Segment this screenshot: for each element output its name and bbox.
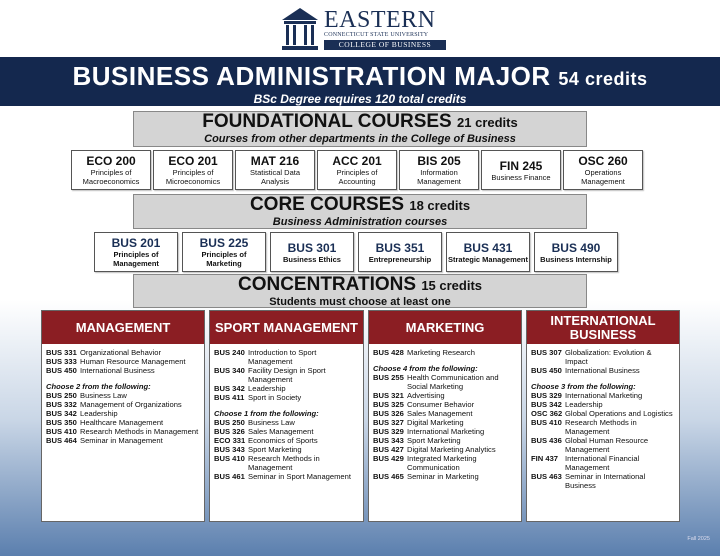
course-code: ECO 200 — [86, 154, 136, 168]
course-name: Sales Management — [248, 427, 314, 436]
course-code: BUS 465 — [373, 472, 404, 481]
concentration-column — [368, 310, 522, 522]
degree-requirement: BSc Degree requires 120 total credits — [253, 92, 467, 106]
elective-course — [214, 436, 360, 445]
course-name: Digital Marketing Analytics — [407, 445, 496, 454]
page-title — [0, 57, 720, 96]
course-name: Organizational Behavior — [80, 348, 162, 357]
course-name: Business Law — [248, 418, 295, 427]
course-code: BUS 351 — [375, 240, 425, 255]
required-course — [46, 366, 201, 375]
core-course-box — [94, 232, 178, 272]
course-code: ECO 201 — [168, 154, 218, 168]
course-name: Research Methods in Management — [80, 427, 199, 436]
elective-course — [373, 391, 518, 400]
choose-instruction: Choose 1 from the following: — [214, 409, 319, 418]
foundational-header — [133, 111, 587, 147]
course-code: ECO 331 — [214, 436, 246, 445]
elective-course — [531, 454, 676, 472]
concentration-column — [526, 310, 680, 522]
course-name: Principles of Microeconomics — [165, 168, 221, 186]
course-code: BUS 342 — [214, 384, 245, 393]
course-code: BUS 326 — [373, 409, 404, 418]
elective-course — [46, 418, 201, 427]
course-name: Statistical Data Analysis — [249, 168, 301, 186]
course-name: Information Management — [417, 168, 461, 186]
logo-name: EASTERN — [324, 7, 436, 33]
course-name: Seminar in Sport Management — [248, 472, 351, 481]
course-name: Seminar in Marketing — [407, 472, 479, 481]
elective-course — [214, 445, 360, 454]
foundational-subtitle: Courses from other departments in the College of Business — [204, 133, 516, 145]
course-name: Introduction to Sport Management — [248, 348, 317, 366]
required-course — [214, 348, 360, 366]
course-code: BUS 463 — [531, 472, 562, 481]
elective-course — [373, 400, 518, 409]
foundational-title-text: FOUNDATIONAL COURSES — [202, 111, 452, 132]
course-code: BUS 240 — [214, 348, 245, 357]
course-name: Operations Management — [581, 168, 625, 186]
choose-instruction: Choose 3 from the following: — [531, 382, 636, 391]
course-code: BUS 326 — [214, 427, 245, 436]
elective-course — [531, 472, 676, 490]
concentrations-title-text: CONCENTRATIONS — [237, 274, 417, 295]
core-courses — [94, 232, 618, 272]
foundational-course-box — [563, 150, 643, 190]
course-code: BUS 325 — [373, 400, 404, 409]
elective-course — [214, 472, 360, 481]
course-code: BUS 301 — [287, 240, 337, 255]
course-name: Sport Marketing — [248, 445, 302, 454]
course-name: Research Methods in Management — [565, 418, 637, 436]
course-name: Sport Marketing — [407, 436, 461, 445]
course-code: BUS 410 — [46, 427, 77, 436]
course-code: BUS 329 — [531, 391, 562, 400]
core-course-box — [182, 232, 266, 272]
course-name: Consumer Behavior — [407, 400, 475, 409]
foundational-course-box — [153, 150, 233, 190]
course-code: MAT 216 — [250, 154, 300, 168]
course-code: BUS 343 — [214, 445, 245, 454]
concentration-course-list — [42, 344, 204, 445]
course-name: Business Internship — [540, 254, 612, 264]
foundational-course-box — [317, 150, 397, 190]
course-name: Seminar in International Business — [565, 472, 646, 490]
course-name: Leadership — [248, 384, 286, 393]
concentration-column — [209, 310, 364, 522]
course-code: BUS 329 — [373, 427, 404, 436]
course-name: Facility Design in Sport Management — [248, 366, 326, 384]
course-name: International Marketing — [407, 427, 485, 436]
course-name: Global Human Resource Management — [565, 436, 649, 454]
course-code: BUS 431 — [463, 240, 513, 255]
course-code: BUS 411 — [214, 393, 245, 402]
elective-course — [531, 391, 676, 400]
course-name: Principles of Marketing — [201, 250, 247, 268]
course-name: Integrated Marketing Communication — [407, 454, 477, 472]
course-code: BUS 342 — [531, 400, 562, 409]
course-code: BIS 205 — [417, 154, 461, 168]
core-title — [134, 195, 586, 216]
foundational-title — [134, 112, 586, 133]
course-code: BUS 436 — [531, 436, 562, 445]
foundational-course-box — [71, 150, 151, 190]
logo-college: COLLEGE OF BUSINESS — [324, 40, 446, 50]
course-code: BUS 333 — [46, 357, 77, 366]
course-name: Strategic Management — [447, 254, 529, 264]
elective-course — [373, 436, 518, 445]
course-code: FIN 245 — [499, 158, 543, 173]
course-code: BUS 464 — [46, 436, 77, 445]
page-banner — [0, 57, 720, 106]
course-name: Leadership — [80, 409, 118, 418]
core-header — [133, 194, 587, 229]
elective-course — [214, 427, 360, 436]
course-code: BUS 410 — [214, 454, 245, 463]
course-name: International Business — [565, 366, 640, 375]
course-code: BUS 429 — [373, 454, 404, 463]
required-course — [46, 348, 201, 357]
core-course-box — [358, 232, 442, 272]
course-code: OSC 260 — [578, 154, 628, 168]
concentration-column — [41, 310, 205, 522]
course-code: BUS 321 — [373, 391, 404, 400]
elective-course — [531, 400, 676, 409]
course-name: Seminar in Management — [80, 436, 163, 445]
course-name: Business Finance — [491, 172, 551, 182]
course-name: International Financial Management — [565, 454, 640, 472]
footer-note: Fall 2025 — [687, 536, 710, 542]
course-code: BUS 250 — [46, 391, 77, 400]
course-name: Research Methods in Management — [248, 454, 320, 472]
course-name: Advertising — [407, 391, 445, 400]
course-name: Management of Organizations — [80, 400, 182, 409]
course-name: Business Ethics — [283, 254, 341, 264]
elective-course — [373, 472, 518, 481]
foundational-credits: 21 credits — [457, 115, 518, 130]
elective-course — [373, 427, 518, 436]
required-course — [531, 348, 676, 366]
logo-university: CONNECTICUT STATE UNIVERSITY — [324, 32, 429, 38]
course-code: BUS 255 — [373, 373, 404, 382]
required-course — [373, 348, 518, 357]
foundational-course-box — [235, 150, 315, 190]
course-name: Human Resource Management — [80, 357, 186, 366]
elective-course — [373, 418, 518, 427]
concentrations-credits: 15 credits — [421, 278, 483, 293]
course-name: Globalization: Evolution & Impact — [565, 348, 652, 366]
foundational-course-box — [399, 150, 479, 190]
course-code: BUS 307 — [531, 348, 562, 357]
course-code: BUS 410 — [531, 418, 562, 427]
course-code: BUS 201 — [111, 236, 161, 250]
elective-course — [46, 400, 201, 409]
course-name: Leadership — [565, 400, 603, 409]
elective-course — [46, 409, 201, 418]
elective-course — [373, 373, 518, 391]
required-course — [214, 384, 360, 393]
concentration-title: MARKETING — [369, 311, 521, 344]
course-code: BUS 490 — [551, 240, 601, 255]
core-credits: 18 credits — [409, 198, 471, 213]
course-name: Sport in Society — [248, 393, 302, 402]
elective-course — [214, 454, 360, 472]
course-code: BUS 350 — [46, 418, 77, 427]
concentrations-subtitle: Students must choose at least one — [269, 296, 451, 308]
course-code: BUS 332 — [46, 400, 77, 409]
elective-course — [46, 391, 201, 400]
concentration-title: MANAGEMENT — [42, 311, 204, 344]
course-code: BUS 225 — [199, 236, 249, 250]
course-code: BUS 450 — [46, 366, 77, 375]
foundational-courses — [71, 150, 643, 190]
course-name: Marketing Research — [407, 348, 475, 357]
course-code: OSC 362 — [531, 409, 563, 418]
elective-course — [531, 418, 676, 436]
core-subtitle: Business Administration courses — [272, 216, 448, 228]
course-code: BUS 450 — [531, 366, 562, 375]
elective-course — [531, 436, 676, 454]
elective-course — [531, 409, 676, 418]
concentration-title: INTERNATIONAL BUSINESS — [527, 311, 679, 344]
elective-course — [373, 454, 518, 472]
course-name: Economics of Sports — [248, 436, 318, 445]
elective-course — [373, 409, 518, 418]
required-course — [214, 366, 360, 384]
required-course — [46, 357, 201, 366]
course-code: BUS 327 — [373, 418, 404, 427]
course-code: ACC 201 — [332, 154, 382, 168]
course-name: Principles of Management — [113, 250, 159, 268]
course-code: BUS 250 — [214, 418, 245, 427]
concentration-title: SPORT MANAGEMENT — [210, 311, 363, 344]
major-credits: 54 credits — [558, 69, 648, 89]
core-course-box — [270, 232, 354, 272]
course-code: BUS 331 — [46, 348, 77, 357]
course-name: Global Operations and Logistics — [565, 409, 673, 418]
foundational-course-box — [481, 150, 561, 190]
major-title: BUSINESS ADMINISTRATION MAJOR — [72, 61, 551, 91]
course-code: BUS 342 — [46, 409, 77, 418]
concentration-course-list — [369, 344, 521, 481]
course-code: BUS 428 — [373, 348, 404, 357]
course-name: Principles of Macroeconomics — [82, 168, 140, 186]
choose-instruction: Choose 2 from the following: — [46, 382, 151, 391]
required-course — [531, 366, 676, 375]
elective-course — [214, 418, 360, 427]
course-code: FIN 437 — [531, 454, 559, 463]
course-name: Health Communication and Social Marketing — [407, 373, 499, 391]
required-course — [214, 393, 360, 402]
course-code: BUS 343 — [373, 436, 404, 445]
elective-course — [46, 436, 201, 445]
building-icon — [280, 6, 320, 54]
course-name: Healthcare Management — [80, 418, 164, 427]
core-title-text: CORE COURSES — [249, 194, 405, 215]
course-name: International Business — [80, 366, 155, 375]
concentration-course-list — [210, 344, 363, 481]
core-course-box — [446, 232, 530, 272]
course-code: BUS 461 — [214, 472, 245, 481]
course-name: Business Law — [80, 391, 127, 400]
concentrations-title — [134, 275, 586, 296]
elective-course — [373, 445, 518, 454]
course-name: Digital Marketing — [407, 418, 464, 427]
course-code: BUS 340 — [214, 366, 245, 375]
core-course-box — [534, 232, 618, 272]
choose-instruction: Choose 4 from the following: — [373, 364, 478, 373]
course-name: International Marketing — [565, 391, 643, 400]
concentration-course-list — [527, 344, 679, 490]
course-name: Principles of Accounting — [336, 168, 378, 186]
concentrations-header — [133, 274, 587, 308]
college-logo — [280, 6, 445, 56]
course-name: Entrepreneurship — [368, 254, 432, 264]
course-name: Sales Management — [407, 409, 473, 418]
elective-course — [46, 427, 201, 436]
course-code: BUS 427 — [373, 445, 404, 454]
